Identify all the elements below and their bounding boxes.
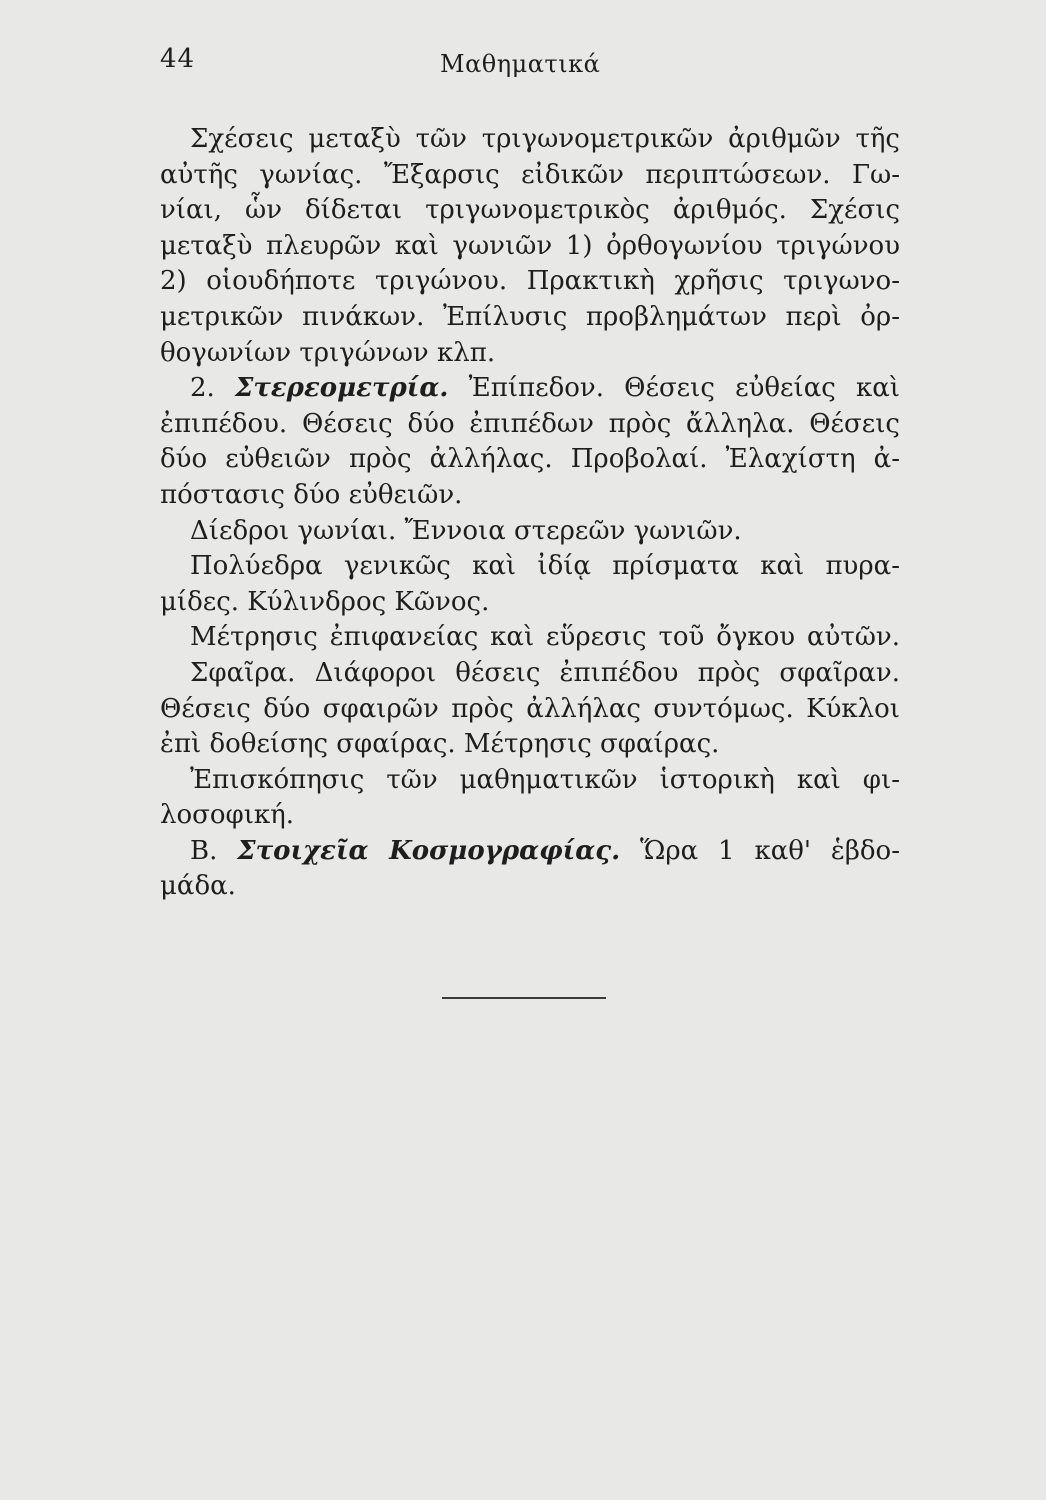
page-header xyxy=(160,44,900,84)
line-text: Ὥρα 1 καθ' ἑβδο- xyxy=(620,835,900,866)
text-line: πόστασις δύο εὐθειῶν. xyxy=(160,479,463,510)
text-line: Ἐπισκόπησις τῶν μαθηματικῶν ἱστορικὴ καὶ φι- xyxy=(190,764,900,795)
text-line: μετρικῶν πινάκων. Ἐπίλυσις προβλημάτων περὶ ὀρ- xyxy=(160,301,900,332)
text-line: νίαι, ὧν δίδεται τριγωνομετρικὸς ἀριθμός. Σχέσις xyxy=(160,195,900,226)
text-line: 2) οἱουδήποτε τριγώνου. Πρακτικὴ χρῆσις τριγωνο- xyxy=(160,266,900,297)
section-end-rule xyxy=(442,997,606,999)
text-line: μεταξὺ πλευρῶν καὶ γωνιῶν 1) ὀρθογωνίου τριγώνου xyxy=(160,230,900,261)
section-heading: Στοιχεῖα Κοσμογραφίας. xyxy=(237,835,621,866)
text-line: αὐτῆς γωνίας. Ἔξαρσις εἰδικῶν περιπτώσεων. Γω- xyxy=(160,159,900,190)
text-line: Θέσεις δύο σφαιρῶν πρὸς ἀλλήλας συντόμως. Κύκλοι xyxy=(160,693,900,724)
text-line: ἐπὶ δοθείσης σφαίρας. Μέτρησις σφαίρας. xyxy=(160,729,720,760)
text-line: Μέτρησις ἐπιφανείας καὶ εὕρεσις τοῦ ὄγκου αὐτῶν. xyxy=(190,622,900,653)
running-title: Μαθηματικά xyxy=(440,50,601,78)
text-line: Πολύεδρα γενικῶς καὶ ἰδίᾳ πρίσματα καὶ πυρα- xyxy=(190,551,900,582)
body-text xyxy=(160,122,900,905)
text-line xyxy=(160,834,900,870)
text-line: λοσοφική. xyxy=(160,800,295,831)
text-line xyxy=(160,371,900,407)
text-line: Δίεδροι γωνίαι. Ἔννοια στερεῶν γωνιῶν. xyxy=(190,515,742,546)
text-line: ἐπιπέδου. Θέσεις δύο ἐπιπέδων πρὸς ἄλληλα. Θέσεις xyxy=(160,408,900,439)
page-number: 44 xyxy=(160,44,196,74)
list-marker: B. xyxy=(190,835,238,866)
text-line: θογωνίων τριγώνων κλπ. xyxy=(160,337,496,368)
section-heading: Στερεομετρία. xyxy=(235,373,449,404)
text-line: μίδες. Κύλινδρος Κῶνος. xyxy=(160,586,490,617)
list-marker: 2. xyxy=(190,373,235,404)
text-line: Σχέσεις μεταξὺ τῶν τριγωνομετρικῶν ἀριθμῶν τῆς xyxy=(190,124,900,154)
text-line: δύο εὐθειῶν πρὸς ἀλλήλας. Προβολαί. Ἐλαχίστη ἀ- xyxy=(160,444,900,475)
text-line: μάδα. xyxy=(160,871,236,902)
text-line: Σφαῖρα. Διάφοροι θέσεις ἐπιπέδου πρὸς σφαῖραν. xyxy=(190,657,900,688)
line-text: Ἐπίπεδον. Θέσεις εὐθείας καὶ xyxy=(448,373,900,404)
